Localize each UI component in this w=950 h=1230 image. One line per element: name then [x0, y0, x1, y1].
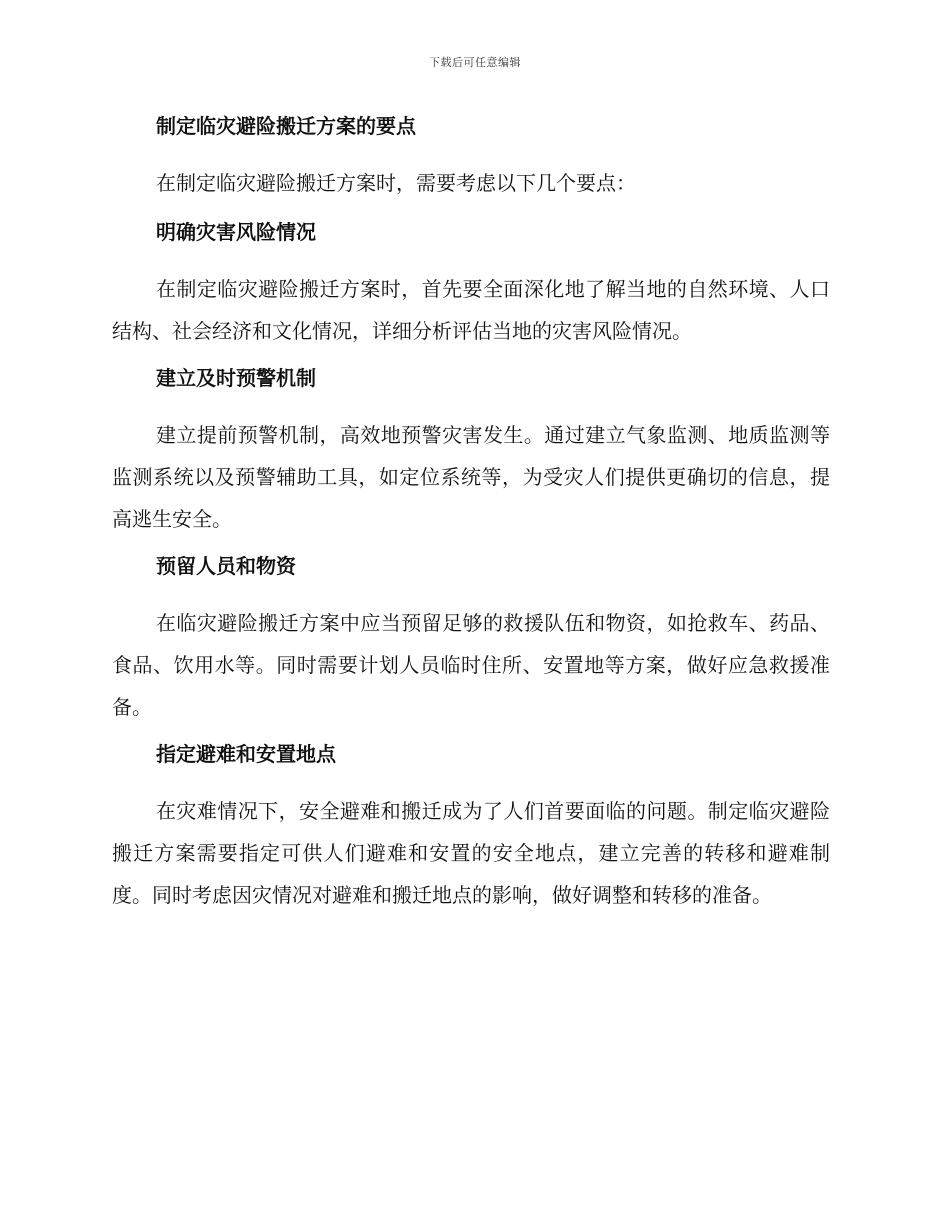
section-paragraph: 在临灾避险搬迁方案中应当预留足够的救援队伍和物资，如抢救车、药品、食品、饮用水等。同时需要计划人员临时住所、安置地等方案，做好应急救援准备。 — [112, 611, 830, 719]
section-risk — [112, 216, 830, 352]
intro-paragraph: 在制定临灾避险搬迁方案时，需要考虑以下几个要点： — [156, 171, 636, 195]
section-heading: 指定避难和安置地点 — [156, 742, 336, 766]
page-header: 下载后可任意编辑 — [429, 56, 521, 69]
document-body — [112, 110, 830, 926]
section-reserves — [112, 550, 830, 728]
section-paragraph: 在灾难情况下，安全避难和搬迁成为了人们首要面临的问题。制定临灾避险搬迁方案需要指定可供人们避难和安置的安全地点，建立完善的转移和避难制度。同时考虑因灾情况对避难和搬迁地点的影响，做好调整和转移的准备。 — [112, 799, 830, 907]
section-paragraph: 在制定临灾避险搬迁方案时，首先要全面深化地了解当地的自然环境、人口结构、社会经济和文化情况，详细分析评估当地的灾害风险情况。 — [112, 277, 830, 343]
section-warning — [112, 362, 830, 540]
section-heading: 明确灾害风险情况 — [156, 220, 316, 244]
section-heading: 建立及时预警机制 — [156, 366, 316, 390]
document-title: 制定临灾避险搬迁方案的要点 — [156, 114, 416, 138]
section-paragraph: 建立提前预警机制，高效地预警灾害发生。通过建立气象监测、地质监测等监测系统以及预警辅助工具，如定位系统等，为受灾人们提供更确切的信息，提高逃生安全。 — [112, 423, 830, 531]
section-heading: 预留人员和物资 — [156, 554, 296, 578]
section-shelter — [112, 738, 830, 916]
